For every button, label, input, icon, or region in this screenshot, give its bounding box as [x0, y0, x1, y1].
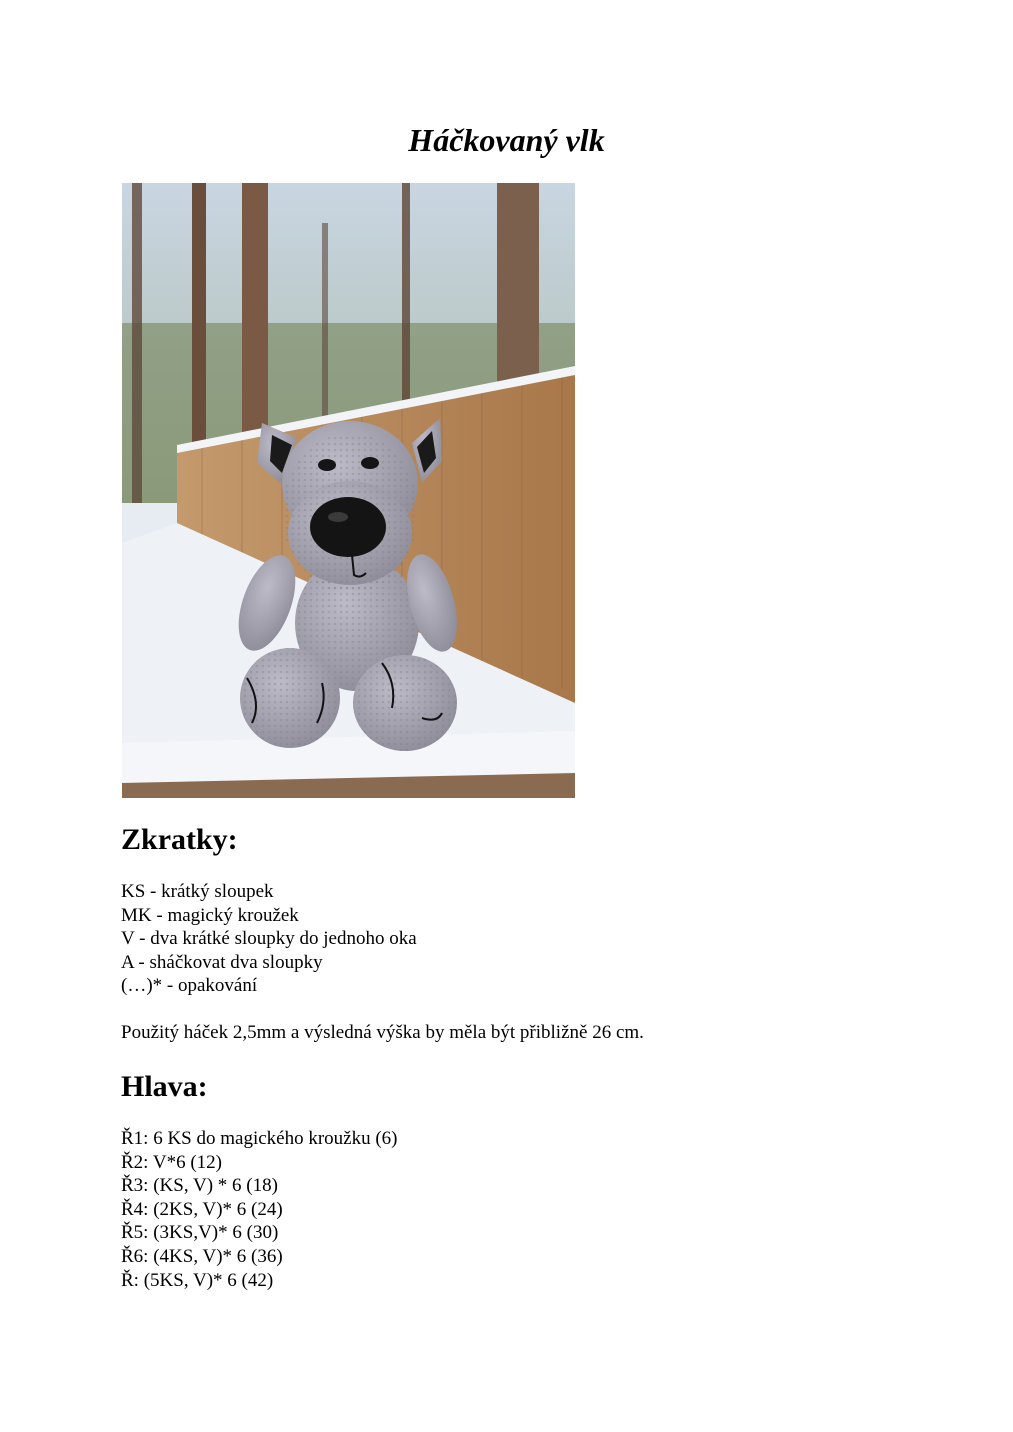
pattern-row: Ř2: V*6 (12) — [121, 1151, 222, 1173]
head-heading: Hlava: — [121, 1070, 208, 1103]
abbreviation-item: (…)* - opakování — [121, 975, 258, 997]
abbreviations-heading: Zkratky: — [121, 823, 238, 856]
pattern-row: Ř3: (KS, V) * 6 (18) — [121, 1175, 278, 1197]
pattern-row: Ř5: (3KS,V)* 6 (30) — [121, 1222, 279, 1244]
pattern-row: Ř6: (4KS, V)* 6 (36) — [121, 1245, 283, 1267]
abbreviations-list — [121, 880, 417, 998]
pattern-row: Ř: (5KS, V)* 6 (42) — [121, 1269, 274, 1291]
abbreviation-item: MK - magický kroužek — [121, 904, 299, 926]
abbreviation-item: V - dva krátké sloupky do jednoho oka — [121, 928, 417, 950]
abbreviation-item: A - sháčkovat dva sloupky — [121, 951, 323, 973]
pattern-row: Ř4: (2KS, V)* 6 (24) — [121, 1198, 283, 1220]
hook-size-note: Použitý háček 2,5mm a výsledná výška by měla být přibližně 26 cm. — [121, 1022, 644, 1043]
abbreviation-item: KS - krátký sloupek — [121, 881, 274, 902]
pattern-row: Ř1: 6 KS do magického kroužku (6) — [121, 1128, 398, 1149]
page-title: Háčkovaný vlk — [408, 122, 605, 158]
crocheted-wolf-photo — [122, 183, 575, 798]
head-rows-list — [121, 1127, 398, 1292]
